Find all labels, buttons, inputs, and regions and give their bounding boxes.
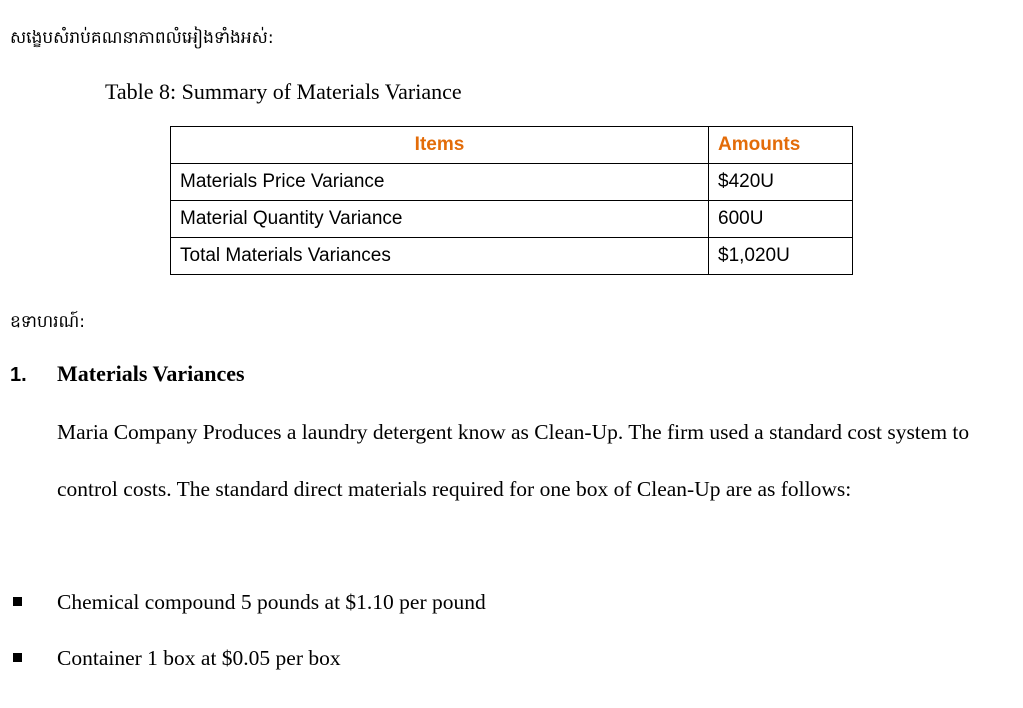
example-heading: ឧទាហរណ៍: <box>10 312 86 332</box>
square-bullet-icon <box>13 653 22 662</box>
body-paragraph: Maria Company Produces a laundry detergent know as Clean-Up. The firm used a standard cost system to control costs. The standard direct materials required for one box of Clean-Up are as follows: <box>57 420 970 501</box>
item-cell: Material Quantity Variance <box>171 201 709 238</box>
amount-cell: 600U <box>709 201 853 238</box>
list-item <box>10 643 1000 675</box>
amount-cell: $420U <box>709 164 853 201</box>
section-number: 1. <box>10 364 27 386</box>
table-row <box>171 201 853 238</box>
items-column-header: Items <box>171 127 709 164</box>
table-row <box>171 238 853 275</box>
materials-variance-table <box>170 126 853 275</box>
item-cell: Materials Price Variance <box>171 164 709 201</box>
amount-cell: $1,020U <box>709 238 853 275</box>
table-caption: Table 8: Summary of Materials Variance <box>105 79 462 104</box>
table-row <box>171 164 853 201</box>
list-item-text: Chemical compound 5 pounds at $1.10 per pound <box>57 590 486 614</box>
list-item <box>10 587 1000 619</box>
table-header-row <box>171 127 853 164</box>
section-title: Materials Variances <box>57 361 245 386</box>
summary-heading: សង្ខេបសំរាប់គណនាភាពលំអៀងទាំងអស់: <box>10 28 274 48</box>
item-cell: Total Materials Variances <box>171 238 709 275</box>
square-bullet-icon <box>13 597 22 606</box>
list-item-text: Container 1 box at $0.05 per box <box>57 646 341 670</box>
amounts-column-header: Amounts <box>709 127 853 164</box>
